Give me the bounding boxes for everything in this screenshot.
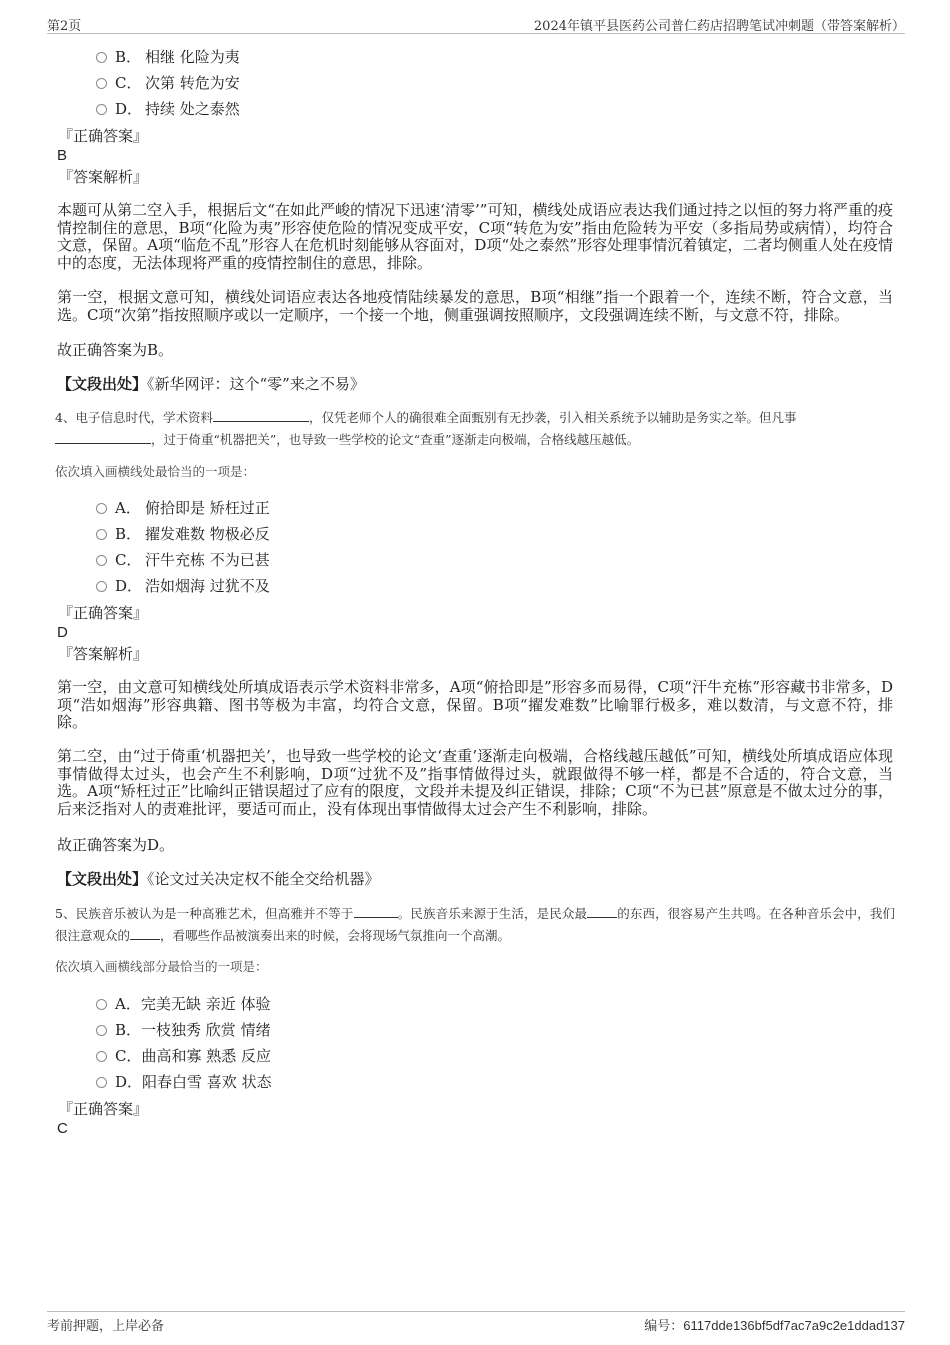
radio-icon[interactable]	[96, 52, 107, 63]
q4-source	[57, 869, 380, 889]
q4-instruction: 依次填入画横线处最恰当的一项是：	[55, 464, 256, 479]
radio-icon[interactable]	[96, 999, 107, 1010]
footer-note: 考前押题，上岸必备	[47, 1319, 165, 1334]
blank-1	[354, 905, 398, 918]
q5-answer-label: 『正确答案』	[58, 1100, 149, 1118]
q5-option-d[interactable]: D．阳春白雪 喜欢 状态	[96, 1072, 272, 1092]
q5-option-c[interactable]: C．曲高和寡 熟悉 反应	[96, 1046, 271, 1066]
document-code: 编号：6117dde136bf5df7ac7a9c2e1ddad137	[644, 1318, 905, 1334]
q4-analysis-paragraph-1: 第一空，由文意可知横线处所填成语表示学术资料非常多，A项“俯拾即是”形容多而易得，C项“汗牛充栋”形容藏书非常多，D项“浩如烟海”形容典籍、图书等极为丰富，均符合文意，保留。B项“擢发难数”比喻罪行极多，难以数清，与文意不符，排除。	[57, 678, 893, 731]
q3-analysis-paragraph-2: 第一空，根据文意可知，横线处词语应表达各地疫情陆续暴发的意思，B项“相继”指一个跟着一个，连续不断，符合文意，当选。C项“次第”指按照顺序或以一定顺序，一个接一个地，侧重强调按照顺序，文段强调连续不断，与文意不符，排除。	[57, 288, 893, 324]
page-number: 第2页	[47, 19, 82, 34]
radio-icon[interactable]	[96, 503, 107, 514]
radio-icon[interactable]	[96, 78, 107, 89]
page-header	[47, 14, 905, 34]
q4-stem: 4、电子信息时代，学术资料 ，仅凭老师个人的确很难全面甄别有无抄袭，引入相关系统予以辅助是务实之举。但凡事 ，过于倚重“机器把关”，也导致一些学校的论文“查重”逐渐走向极端，合格线越压越低。	[55, 410, 797, 447]
q5-answer: C	[57, 1120, 68, 1137]
radio-icon[interactable]	[96, 1051, 107, 1062]
q4-answer-label: 『正确答案』	[58, 604, 149, 622]
q3-option-b[interactable]: B． 相继 化险为夷	[96, 47, 240, 67]
q3-option-d[interactable]: D． 持续 处之泰然	[96, 99, 240, 119]
source-label: 【文段出处】	[57, 870, 148, 888]
radio-icon[interactable]	[96, 1077, 107, 1088]
document-title: 2024年镇平县医药公司普仁药店招聘笔试冲刺题（带答案解析）	[533, 19, 905, 34]
q3-conclusion: 故正确答案为B。	[57, 341, 174, 359]
q3-source	[57, 374, 365, 394]
q4-option-a[interactable]: A． 俯拾即是 矫枉过正	[96, 498, 270, 518]
q4-conclusion: 故正确答案为D。	[57, 836, 175, 854]
radio-icon[interactable]	[96, 555, 107, 566]
blank-2	[587, 905, 617, 918]
q3-analysis-paragraph-1: 本题可从第二空入手，根据后文“在如此严峻的情况下迅速‘清零’”可知，横线处成语应表达我们通过持之以恒的努力将严重的疫情控制住的意思，B项“化险为夷”形容使危险的情况变成平安，C项“转危为安”指由危险转为平安（多指局势或病情），均符合文意，保留。A项“临危不乱”形容人在危机时刻能够从容面对，D项“处之泰然”形容处理事情沉着镇定，二者均侧重人处在疫情中的态度，无法体现将严重的疫情控制住的意思，排除。	[57, 201, 893, 272]
radio-icon[interactable]	[96, 581, 107, 592]
q4-option-c[interactable]: C． 汗牛充栋 不为已甚	[96, 550, 270, 570]
radio-icon[interactable]	[96, 1025, 107, 1036]
blank-1	[213, 409, 309, 422]
q4-analysis-paragraph-2: 第二空，由“过于倚重‘机器把关’，也导致一些学校的论文‘查重’逐渐走向极端，合格线越压越低”可知，横线处所填成语应体现事情做得太过头，也会产生不利影响，D项“过犹不及”指事情做得过头，就跟做得不够一样，都是不合适的，符合文意，当选。A项“矫枉过正”比喻纠正错误超过了应有的限度，文段并未提及纠正错误，排除；C项“不为已甚”原意是不做太过分的事，后来泛指对人的责难批评，要适可而止，没有体现出事情做得太过会产生不利影响，排除。	[57, 747, 893, 818]
q5-stem: 5、民族音乐被认为是一种高雅艺术，但高雅并不等于 。民族音乐来源于生活，是民众最 的东西，很容易产生共鸣。在各种音乐会中，我们很注意观众的 ，看哪些作品被演奏出来的时候，会将现场气氛推向一个高潮。	[55, 906, 895, 943]
source-title: 《新华网评：这个“零”来之不易》	[147, 375, 365, 393]
page-footer	[47, 1311, 905, 1334]
blank-2	[55, 431, 151, 444]
q4-option-b[interactable]: B． 擢发难数 物极必反	[96, 524, 270, 544]
radio-icon[interactable]	[96, 529, 107, 540]
q3-option-c[interactable]: C． 次第 转危为安	[96, 73, 240, 93]
q5-instruction: 依次填入画横线部分最恰当的一项是：	[55, 959, 268, 974]
radio-icon[interactable]	[96, 104, 107, 115]
blank-3	[130, 927, 160, 940]
source-label: 【文段出处】	[57, 375, 148, 393]
q4-answer: D	[57, 624, 68, 641]
source-title: 《论文过关决定权不能全交给机器》	[147, 870, 380, 888]
q3-answer-label: 『正确答案』	[58, 127, 149, 145]
q3-analysis-label: 『答案解析』	[58, 168, 149, 186]
q5-option-b[interactable]: B．一枝独秀 欣赏 情绪	[96, 1020, 271, 1040]
q4-analysis-label: 『答案解析』	[58, 645, 149, 663]
q5-option-a[interactable]: A．完美无缺 亲近 体验	[96, 994, 271, 1014]
q4-option-d[interactable]: D． 浩如烟海 过犹不及	[96, 576, 270, 596]
q3-answer: B	[57, 147, 68, 164]
